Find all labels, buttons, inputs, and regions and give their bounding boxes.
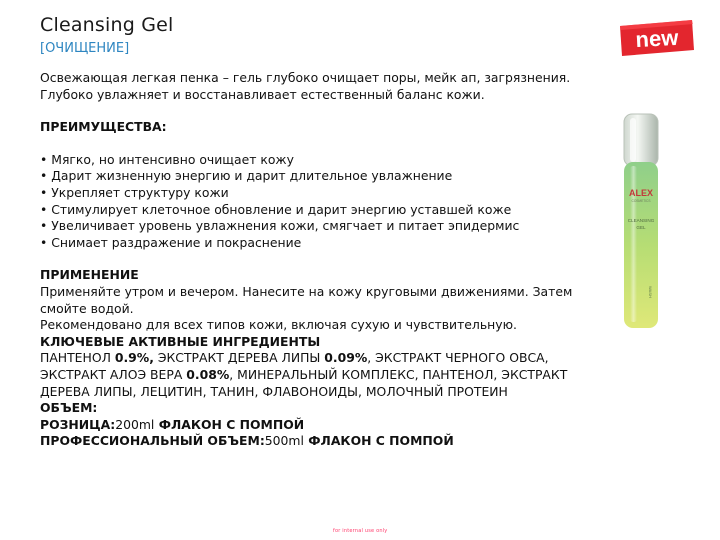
- volume-retail: РОЗНИЦА:200ml ФЛАКОН С ПОМПОЙ: [40, 416, 305, 432]
- new-badge: [618, 18, 696, 58]
- benefit-item: • Стимулирует клеточное обновление и дарит энергию уставшей коже: [40, 202, 575, 219]
- usage-text: Применяйте утром и вечером. Нанесите на кожу круговыми движениями. Затем смойте водой.: [40, 283, 573, 316]
- volume-professional: ПРОФЕССИОНАЛЬНЫЙ ОБЪЕМ:500ml ФЛАКОН С ПОМПОЙ: [40, 433, 454, 449]
- watermark: for internal use only: [333, 528, 388, 534]
- bottle-name-line2: GEL: [636, 225, 646, 230]
- benefits-list: [40, 152, 575, 252]
- benefit-item: • Дарит жизненную энергию и дарит длительное увлажнение: [40, 168, 575, 185]
- benefit-item: • Укрепляет структуру кожи: [40, 185, 575, 202]
- volume-heading: ОБЪЕМ:: [40, 400, 98, 416]
- bottle-brand-sub: COSMETICS: [631, 199, 651, 203]
- product-bottle-image: [600, 110, 680, 330]
- benefit-item: • Снимает раздражение и покраснение: [40, 235, 575, 252]
- product-title: Cleansing Gel: [40, 14, 174, 36]
- benefit-item: • Мягко, но интенсивно очищает кожу: [40, 152, 575, 169]
- intro-text: Освежающая легкая пенка – гель глубоко очищает поры, мейк ап, загрязнения. Глубоко увлажняет и восстанавливает естественный баланс кожи.: [40, 70, 571, 102]
- bottle-name-line1: CLEANSING: [627, 218, 655, 223]
- benefit-item: • Увеличивает уровень увлажнения кожи, смягчает и питает эпидермис: [40, 218, 575, 235]
- usage-heading: ПРИМЕНЕНИЕ: [40, 267, 139, 283]
- ingredients-heading: КЛЮЧЕВЫЕ АКТИВНЫЕ ИНГРЕДИЕНТЫ: [40, 333, 321, 349]
- product-subtitle: [ОЧИЩЕНИЕ]: [40, 41, 130, 56]
- product-description: [40, 70, 575, 450]
- new-badge-text: new: [634, 24, 679, 53]
- usage-text: Рекомендовано для всех типов кожи, включая сухую и чувствительную.: [40, 317, 517, 333]
- bottle-side-text: WASH: [648, 286, 653, 298]
- ingredients-text: ПАНТЕНОЛ 0.9%, ЭКСТРАКТ ДЕРЕВА ЛИПЫ 0.09%, ЭКСТРАКТ ЧЕРНОГО ОВСА, ЭКСТРАКТ АЛОЭ ВЕРА 0.08%, МИНЕРАЛЬНЫЙ КОМПЛЕКС, ПАНТЕНОЛ, ЭКСТРАКТ ДЕРЕВА ЛИПЫ, ЛЕЦИТИН, ТАНИН, ФЛАВОНОИДЫ, МОЛОЧНЫЙ ПРОТЕИН: [40, 350, 568, 399]
- benefits-heading: ПРЕИМУЩЕСТВА:: [40, 119, 167, 135]
- bottle-brand: ALEX: [628, 188, 654, 198]
